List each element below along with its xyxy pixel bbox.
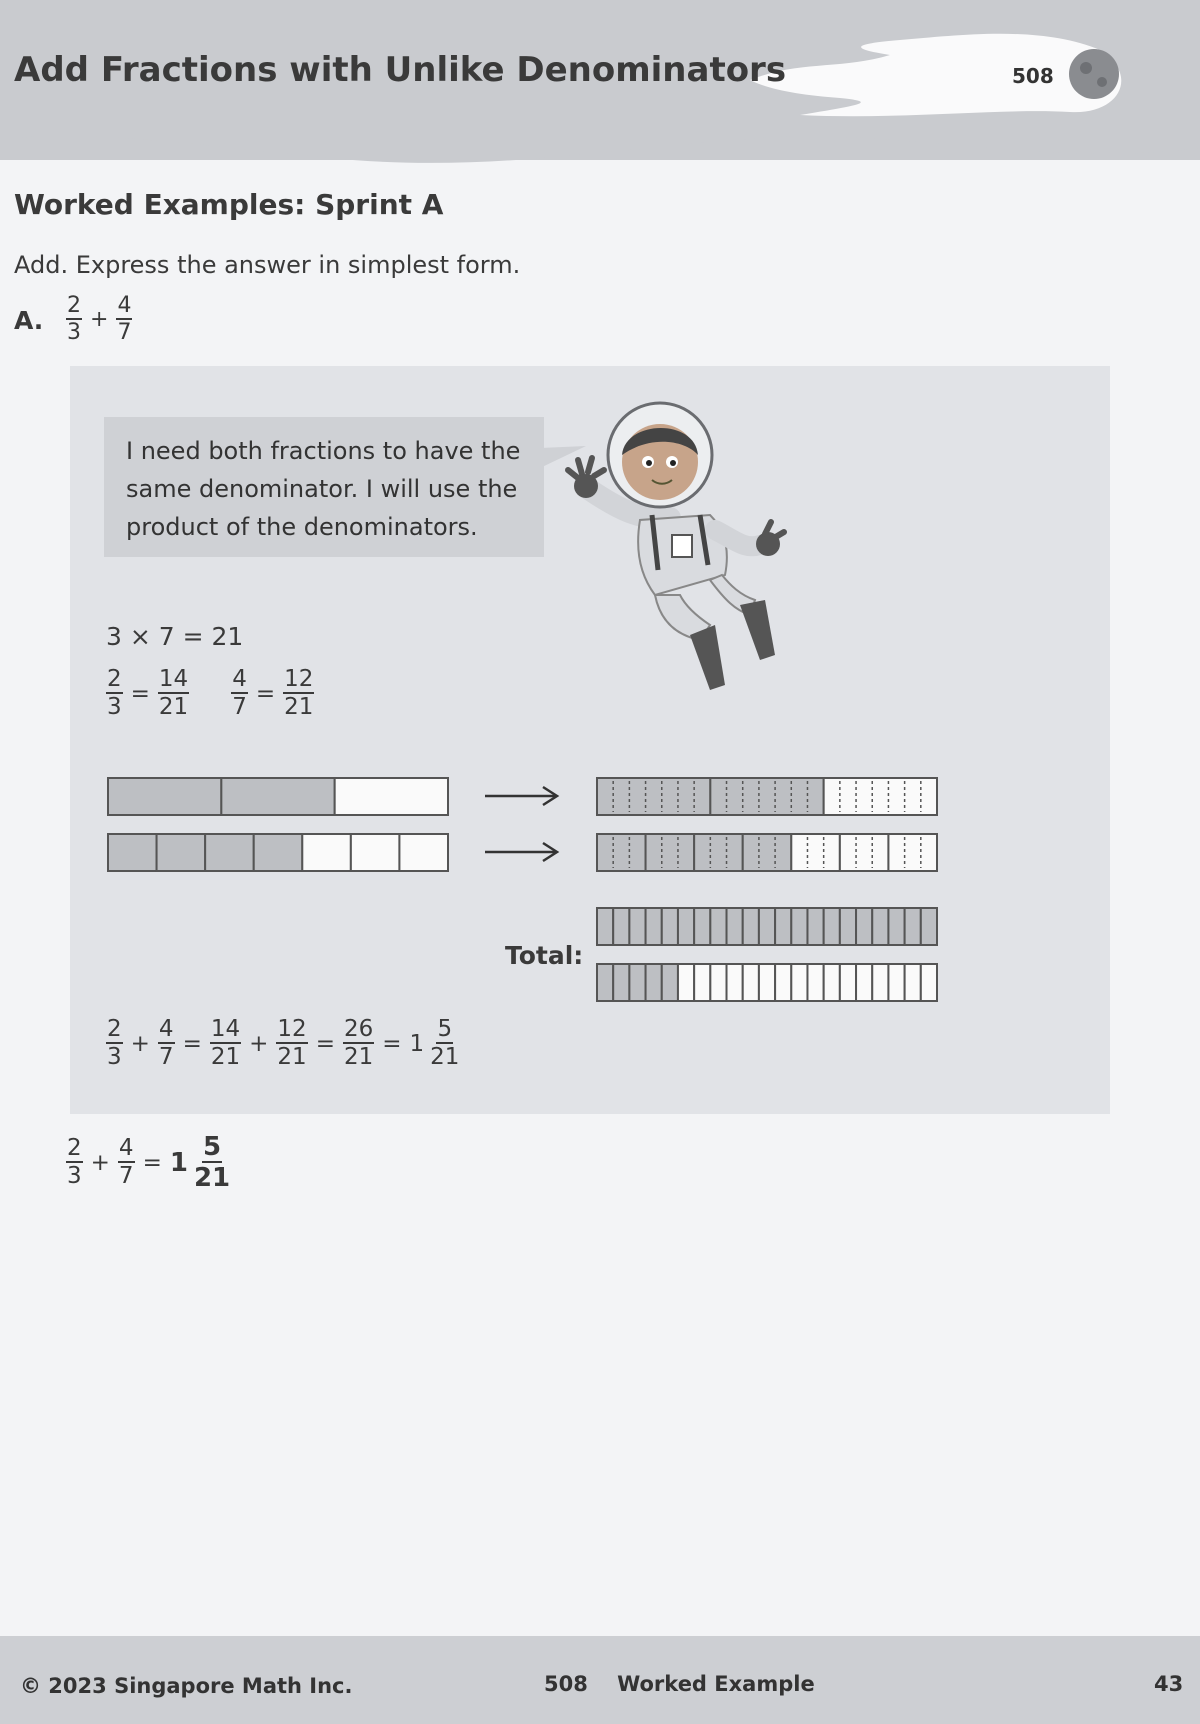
fraction: $\frac{2}{3}$ (107, 1016, 122, 1070)
instruction-text: Add. Express the answer in simplest form. (14, 251, 521, 279)
total-bar-remainder-part (597, 964, 613, 1001)
total-bar-remainder-part (759, 964, 775, 1001)
fraction: $\frac{12}{21}$ (284, 666, 314, 720)
total-bar-remainder-part (775, 964, 791, 1001)
bar-twelve-twentyfirsts-part (646, 834, 695, 871)
bar-two-thirds-part (108, 778, 221, 815)
total-bar-remainder-part (678, 964, 694, 1001)
fraction: $\frac{2}{3}$ (67, 1135, 82, 1189)
total-bar-remainder-part (694, 964, 710, 1001)
bar-fourteen-twentyfirsts-part (824, 778, 937, 815)
fraction: $\frac{2}{3}$ (67, 293, 81, 345)
total-bar-full-part (759, 908, 775, 945)
total-bar-full-part (646, 908, 662, 945)
bar-four-sevenths-part (399, 834, 448, 871)
footer-code: 508 (544, 1672, 588, 1696)
total-bar-remainder-part (710, 964, 726, 1001)
fraction: $\frac{12}{21}$ (277, 1016, 307, 1070)
total-bar-full-part (824, 908, 840, 945)
speech-bubble-text: I need both fractions to have the same denominator. I will use the product of the denominators. (126, 437, 521, 541)
problem-expression: $\frac{2}{3}$ + $\frac{4}{7}$ (67, 293, 132, 345)
fraction-bar-models (100, 770, 950, 1010)
total-bar-remainder-part (905, 964, 921, 1001)
astronaut-illustration (560, 400, 830, 705)
total-bar-remainder-part (727, 964, 743, 1001)
page-title: Add Fractions with Unlike Denominators (14, 50, 787, 90)
total-label: Total: (505, 941, 584, 970)
total-bar-full-part (743, 908, 759, 945)
footer-label: Worked Example (617, 1672, 815, 1696)
total-bar-full-part (791, 908, 807, 945)
footer-center (544, 1672, 815, 1696)
total-bar-full-part (872, 908, 888, 945)
equivalent-fractions: $\frac{2}{3}$ = $\frac{14}{21}$ $\frac{4}{7}$ = $\frac{12}{21}$ (107, 666, 314, 720)
fraction: $\frac{4}{7}$ (232, 666, 247, 720)
fraction: $\frac{14}{21}$ (210, 1016, 241, 1070)
bar-twelve-twentyfirsts-part (694, 834, 743, 871)
fraction: $\frac{2}{3}$ (107, 666, 122, 720)
header-number: 508 (1012, 64, 1054, 88)
total-bar-full-part (613, 908, 629, 945)
fraction: $\frac{4}{7}$ (118, 1135, 134, 1189)
total-bar-full-part (888, 908, 904, 945)
total-bar-full-part (905, 908, 921, 945)
answer-whole: 1 (169, 1147, 188, 1178)
bar-four-sevenths-part (205, 834, 254, 871)
bar-four-sevenths-part (157, 834, 206, 871)
total-bar-remainder-part (662, 964, 678, 1001)
total-bar-remainder-part (824, 964, 840, 1001)
bar-fourteen-twentyfirsts-part (710, 778, 823, 815)
fraction: $\frac{4}{7}$ (158, 1016, 174, 1070)
bar-four-sevenths-part (108, 834, 157, 871)
page-number: 43 (1154, 1672, 1184, 1696)
total-bar-remainder-part (921, 964, 937, 1001)
total-bar-remainder-part (613, 964, 629, 1001)
bar-four-sevenths-part (351, 834, 400, 871)
fraction: $\frac{4}{7}$ (117, 293, 132, 345)
total-bar-full-part (840, 908, 856, 945)
total-bar-remainder-part (791, 964, 807, 1001)
question-label: A. (14, 306, 44, 335)
total-bar-full-part (629, 908, 645, 945)
comet-illustration (740, 20, 1140, 130)
final-answer: $\frac{2}{3}$ + $\frac{4}{7}$ = 1 $\frac{5}{21}$ (67, 1132, 231, 1193)
bar-four-sevenths-part (302, 834, 351, 871)
bar-two-thirds-part (335, 778, 448, 815)
total-bar-full-part (694, 908, 710, 945)
total-bar-remainder-part (856, 964, 872, 1001)
bar-twelve-twentyfirsts-part (597, 834, 646, 871)
total-bar-full-part (662, 908, 678, 945)
bar-twelve-twentyfirsts-part (791, 834, 840, 871)
total-bar-full-part (807, 908, 823, 945)
bar-four-sevenths-part (254, 834, 303, 871)
total-bar-full-part (775, 908, 791, 945)
total-bar-remainder-part (872, 964, 888, 1001)
total-bar-full-part (710, 908, 726, 945)
fraction: $\frac{5}{21}$ (430, 1016, 460, 1070)
total-bar-remainder-part (743, 964, 759, 1001)
total-bar-remainder-part (646, 964, 662, 1001)
bar-twelve-twentyfirsts-part (888, 834, 937, 871)
sum-equation: $\frac{2}{3}$ + $\frac{4}{7}$ = $\frac{14}{21}$ + $\frac{12}{21}$ = $\frac{26}{21}$ = 1 $\frac{5}{21}$ (107, 1016, 460, 1070)
bar-twelve-twentyfirsts-part (743, 834, 792, 871)
total-bar-full-part (856, 908, 872, 945)
total-bar-full-part (678, 908, 694, 945)
product-line: 3 × 7 = 21 (106, 622, 244, 651)
fraction: $\frac{14}{21}$ (158, 666, 189, 720)
total-bar-remainder-part (840, 964, 856, 1001)
answer-fraction: $\frac{5}{21}$ (193, 1132, 231, 1193)
copyright: © 2023 Singapore Math Inc. (20, 1674, 353, 1698)
total-bar-remainder-part (629, 964, 645, 1001)
total-bar-full-part (921, 908, 937, 945)
fraction: $\frac{26}{21}$ (343, 1016, 374, 1070)
total-bar-full-part (727, 908, 743, 945)
section-title: Worked Examples: Sprint A (14, 188, 444, 221)
total-bar-remainder-part (807, 964, 823, 1001)
bar-twelve-twentyfirsts-part (840, 834, 889, 871)
bar-two-thirds-part (221, 778, 334, 815)
bar-fourteen-twentyfirsts-part (597, 778, 710, 815)
total-bar-remainder-part (888, 964, 904, 1001)
total-bar-full-part (597, 908, 613, 945)
